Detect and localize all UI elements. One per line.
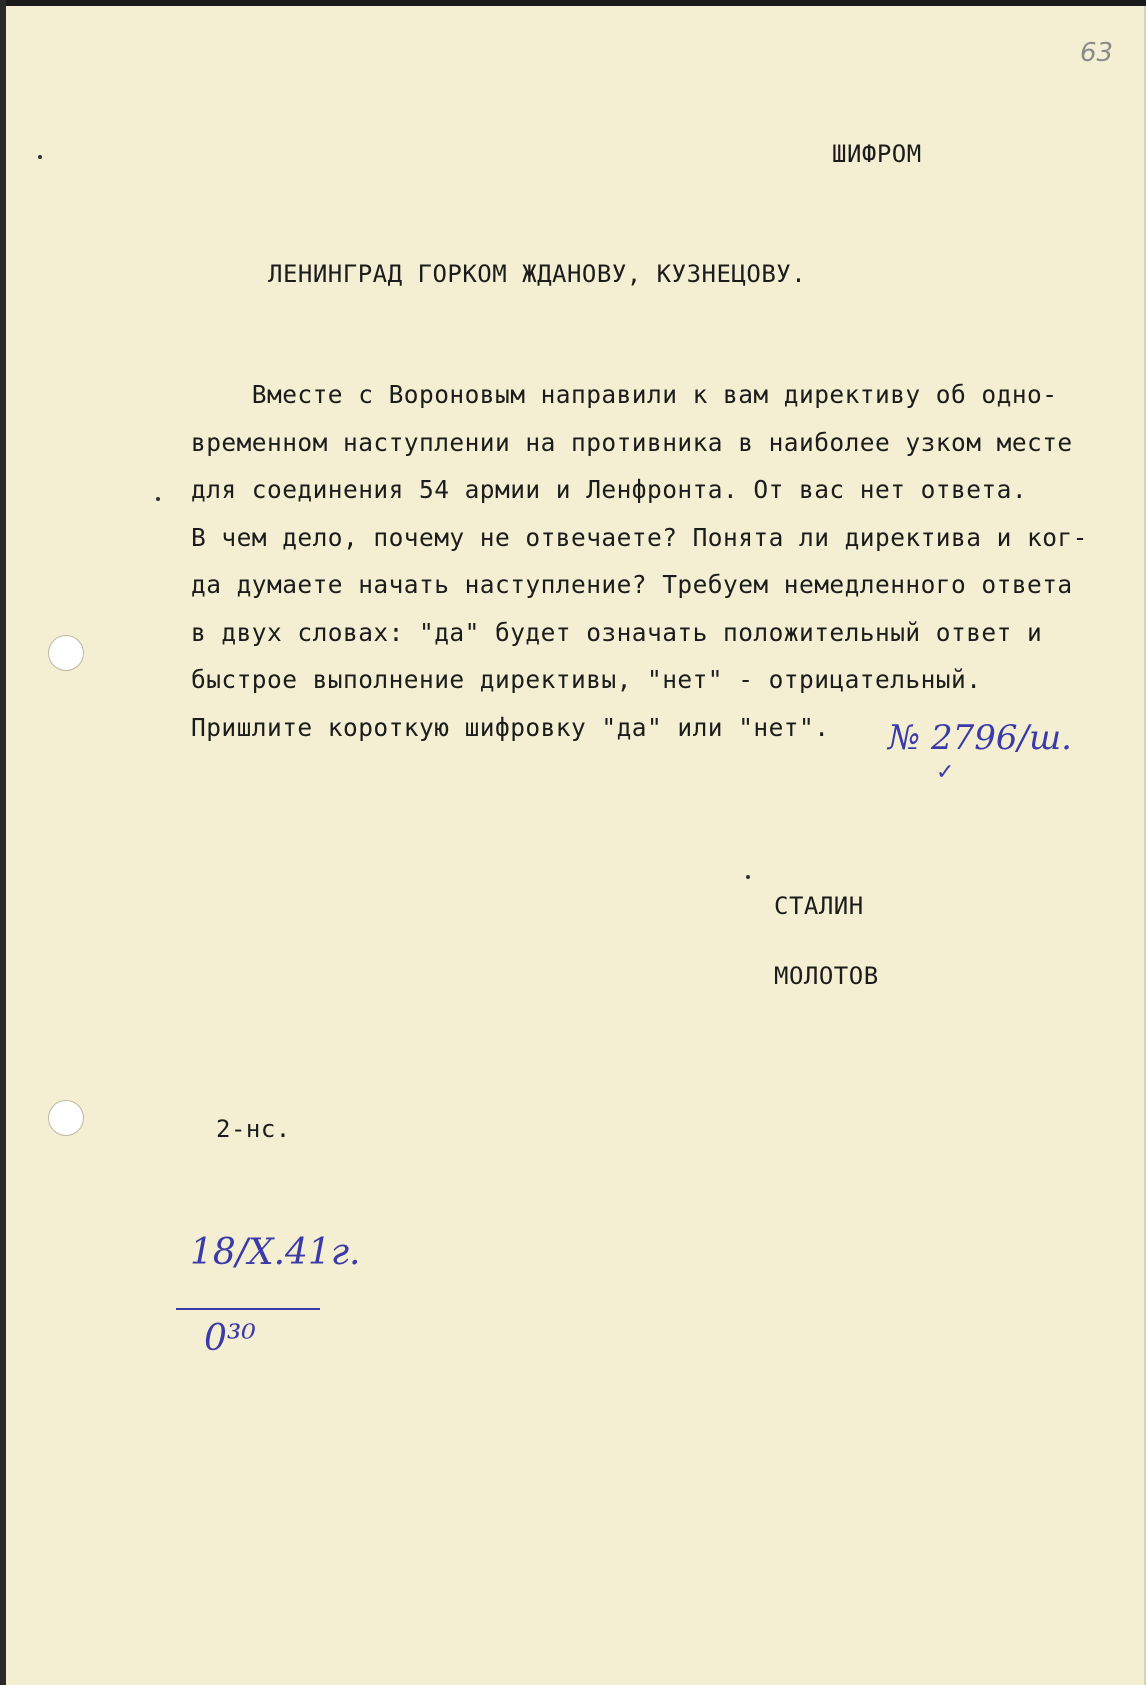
body-line: для соединения 54 армии и Ленфронта. От вас нет ответа. bbox=[191, 475, 1028, 504]
handwritten-time: 0³⁰ bbox=[204, 1318, 256, 1359]
body-line: в двух словах: "да" будет означать положительный ответ и bbox=[191, 618, 1043, 647]
classification-header: ШИФРОМ bbox=[832, 140, 922, 168]
punch-hole-upper bbox=[48, 635, 84, 671]
speck bbox=[156, 497, 160, 501]
speck bbox=[746, 875, 750, 879]
handwritten-date: 18/X.41г. bbox=[190, 1232, 361, 1273]
registration-number-note: № 2796/ш. bbox=[888, 718, 1072, 758]
body-line: быстрое выполнение директивы, "нет" - отрицательный. bbox=[191, 665, 982, 694]
speck bbox=[38, 155, 42, 159]
signature-molotov: МОЛОТОВ bbox=[774, 962, 879, 990]
body-line: В чем дело, почему не отвечаете? Понята ли директива и ког- bbox=[191, 523, 1088, 552]
body-line: Пришлите короткую шифровку "да" или "нет". bbox=[191, 713, 830, 742]
addressee-line: ЛЕНИНГРАД ГОРКОМ ЖДАНОВУ, КУЗНЕЦОВУ. bbox=[268, 260, 807, 288]
scan-edge-top bbox=[0, 0, 1146, 6]
body-line: Вместе с Вороновым направили к вам директиву об одно- bbox=[191, 380, 1058, 409]
punch-hole-lower bbox=[48, 1100, 84, 1136]
sheet-number: 63 bbox=[1080, 38, 1114, 68]
body-line: временном наступлении на противника в наиболее узком месте bbox=[191, 428, 1073, 457]
date-underline bbox=[176, 1308, 320, 1310]
copies-note: 2-нс. bbox=[216, 1115, 291, 1143]
body-line: да думаете начать наступление? Требуем немедленного ответа bbox=[191, 570, 1073, 599]
scan-edge-left bbox=[0, 0, 6, 1685]
signature-stalin: СТАЛИН bbox=[774, 892, 864, 920]
checkmark-icon: ✓ bbox=[936, 760, 955, 785]
